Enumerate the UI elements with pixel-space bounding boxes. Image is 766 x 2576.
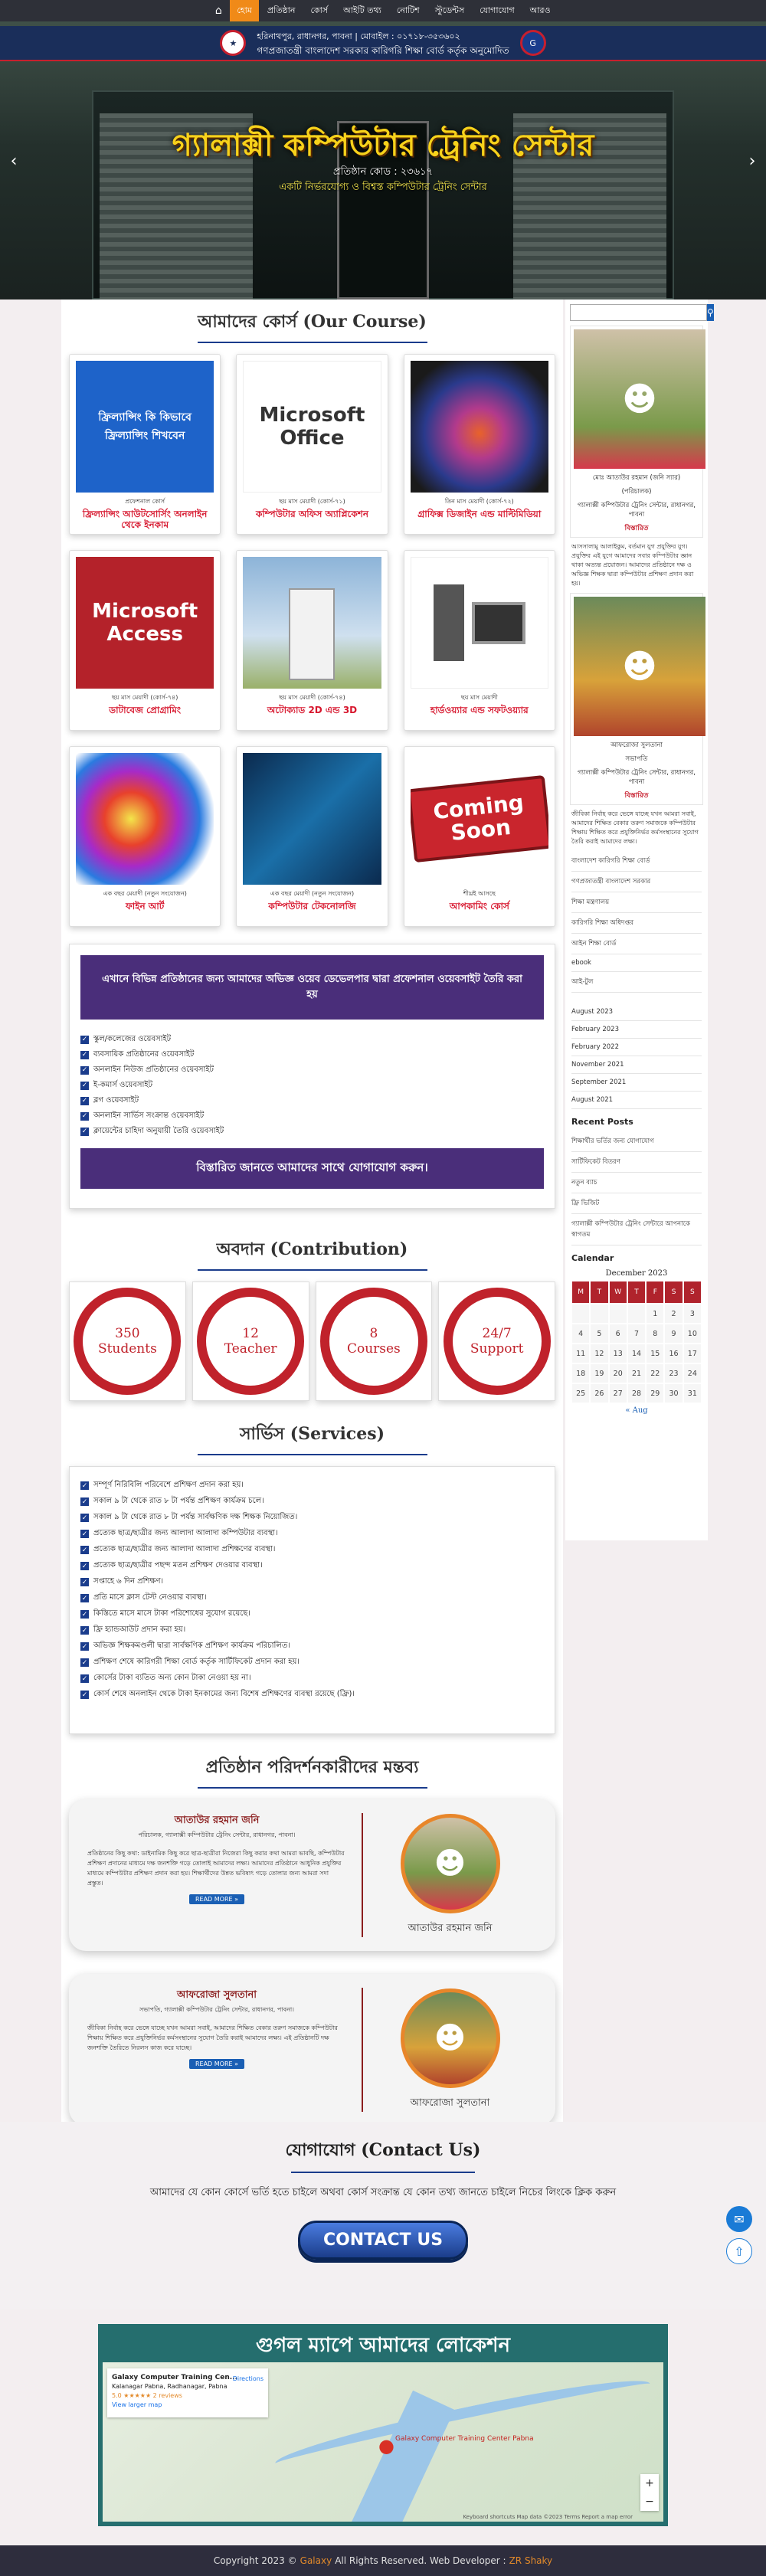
recent-posts-list bbox=[571, 1131, 702, 1245]
profile-org: গ্যালাক্সী কম্পিউটার ট্রেনিং সেন্টার, রাধানগর, পাবনা bbox=[577, 769, 696, 786]
course-card[interactable] bbox=[404, 746, 555, 927]
check-icon: ✓ bbox=[81, 1036, 88, 1043]
course-batch: ছয় মাস মেয়াদী (কোর্স-৭১) bbox=[279, 498, 345, 505]
archive-link[interactable]: November 2021 bbox=[571, 1056, 702, 1074]
course-card[interactable] bbox=[236, 746, 388, 927]
review-card bbox=[69, 1799, 555, 1951]
course-card[interactable] bbox=[69, 746, 221, 927]
review-caption: আতাউর রহমান জনি bbox=[408, 1922, 493, 1934]
nav-item-courses[interactable]: কোর্স bbox=[310, 5, 329, 15]
recent-post-link[interactable]: গ্যালাক্সী কম্পিউটার ট্রেনিং সেন্টারে আপনাকে স্বাগতম bbox=[571, 1214, 702, 1245]
sidebar bbox=[565, 299, 714, 1540]
calendar-day: 12 bbox=[590, 1344, 608, 1363]
map-title: গুগল ম্যাপে আমাদের লোকেশন bbox=[256, 2334, 510, 2357]
list-item bbox=[80, 1526, 544, 1542]
stat-value: 12 bbox=[242, 1326, 259, 1341]
course-name[interactable]: কম্পিউটার অফিস অ্যাপ্লিকেশন bbox=[255, 509, 369, 519]
map-zoom-control bbox=[640, 2474, 659, 2511]
list-item bbox=[80, 1622, 544, 1638]
stat-value: 8 bbox=[369, 1326, 378, 1341]
list-item bbox=[80, 1108, 544, 1124]
map-pin-label: Galaxy Computer Training Center Pabna bbox=[395, 2435, 534, 2443]
footer bbox=[0, 2545, 766, 2576]
hero-slider bbox=[0, 21, 766, 299]
sidebar-link[interactable]: বাংলাদেশ কারিগরি শিক্ষা বোর্ড bbox=[571, 851, 702, 872]
hero-slogan: একটি নির্ভরযোগ্য ও বিশ্বস্ত কম্পিউটার ট্রেনিং সেন্টার bbox=[279, 182, 487, 193]
calendar-grid bbox=[571, 1281, 702, 1403]
course-batch: এক বছর মেয়াদী (নতুন সংযোজন) bbox=[270, 890, 355, 897]
title-divider bbox=[198, 1269, 427, 1271]
list-item bbox=[80, 1558, 544, 1574]
course-grid bbox=[61, 354, 563, 927]
archive-link[interactable]: August 2021 bbox=[571, 1092, 702, 1109]
stat-card bbox=[192, 1281, 309, 1401]
stat-ring bbox=[444, 1288, 551, 1395]
calendar-prev-link[interactable]: « Aug bbox=[625, 1406, 648, 1415]
list-item bbox=[80, 1638, 544, 1655]
title-divider bbox=[198, 1454, 427, 1455]
nav-item-home[interactable]: হোম bbox=[230, 0, 259, 21]
search-icon[interactable]: ⚲ bbox=[707, 304, 714, 321]
calendar-day: 27 bbox=[609, 1383, 627, 1403]
director-photo: ☻ bbox=[574, 329, 705, 469]
messenger-chat-icon[interactable]: ✉ bbox=[726, 2206, 752, 2232]
calendar-day: 10 bbox=[683, 1324, 702, 1344]
director-message: আসসালামু আলাইকুম, বর্তমান যুগ প্রযুক্তির যুগ। প্রযুক্তির এই যুগে আমাদের সবার কম্পিউটার জ্ঞান থাকা অত্যন্ত প্রয়োজন। আমাদের প্রতিষ্ঠানে দক্ষ ও অভিজ্ঞ শিক্ষক দ্বারা কম্পিউটার প্রশিক্ষণ প্রদান করা হয়। bbox=[571, 543, 694, 587]
course-batch: ছয় মাস মেয়াদী (কোর্স-৭৪) bbox=[279, 694, 345, 701]
calendar-weekday: F bbox=[646, 1281, 664, 1304]
calendar-day: 29 bbox=[646, 1383, 664, 1403]
map-place-card bbox=[107, 2368, 268, 2417]
list-item bbox=[80, 1478, 544, 1494]
check-icon: ✓ bbox=[81, 1546, 88, 1554]
list-item-text: সকাল ৯ টা থেকে রাত ৮ টা পর্যন্ত প্রশিক্ষণ কার্যক্রম চলে। bbox=[93, 1497, 264, 1505]
course-image-coming-soon bbox=[411, 753, 548, 885]
list-item bbox=[80, 1047, 544, 1062]
map-view-larger-link[interactable]: View larger map bbox=[112, 2401, 162, 2408]
calendar-weekday: T bbox=[627, 1281, 646, 1304]
nav-item-notice[interactable]: নোটিশ bbox=[396, 5, 420, 15]
review-body bbox=[87, 1813, 363, 1937]
map-place-rating: 5.0 ★★★★★ 2 reviews bbox=[112, 2392, 182, 2399]
list-item-text: কিস্তিতে মাসে মাসে টাকা পরিশোধের সুযোগ রয়েছে। bbox=[93, 1609, 250, 1618]
map-river bbox=[272, 2368, 653, 2478]
important-links bbox=[571, 851, 702, 993]
review-body bbox=[87, 1988, 363, 2112]
calendar-day: 24 bbox=[683, 1363, 702, 1383]
check-icon: ✓ bbox=[81, 1051, 88, 1059]
archives-list bbox=[571, 1003, 702, 1109]
check-icon: ✓ bbox=[81, 1626, 88, 1635]
contact-us-button[interactable]: CONTACT US bbox=[298, 2221, 468, 2260]
calendar-day bbox=[571, 1304, 590, 1324]
course-name[interactable]: ফাইন আর্ট bbox=[125, 901, 165, 912]
sidebar-link[interactable]: আইন শিক্ষা বোর্ড bbox=[571, 934, 702, 954]
check-icon: ✓ bbox=[81, 1097, 88, 1105]
list-item-text: প্রত্যেক ছাত্র/ছাত্রীর জন্য আলাদা আলাদা কম্পিউটার ব্যবস্থা। bbox=[93, 1529, 278, 1537]
director-profile bbox=[570, 326, 703, 538]
list-item bbox=[80, 1093, 544, 1108]
review-photo-area bbox=[363, 1988, 537, 2112]
map-place-name: Galaxy Computer Training Cen... bbox=[112, 2374, 238, 2381]
profile-name: আফরোজা সুলতানা bbox=[611, 741, 663, 749]
check-icon: ✓ bbox=[81, 1514, 88, 1522]
course-batch: তিন মাস মেয়াদী (কোর্স-৭২) bbox=[444, 498, 514, 505]
profile-role: সভাপতি bbox=[625, 755, 648, 763]
calendar-day: 23 bbox=[664, 1363, 683, 1383]
stat-label: Support bbox=[470, 1341, 524, 1357]
course-image-office: Microsoft Office bbox=[243, 361, 381, 493]
calendar-weekday: W bbox=[609, 1281, 627, 1304]
map-place-address: Kalanagar Pabna, Radhanagar, Pabna bbox=[112, 2383, 228, 2390]
stat-card bbox=[316, 1281, 433, 1401]
calendar-day: 26 bbox=[590, 1383, 608, 1403]
list-item-text: কোর্সের টাকা ব্যতিত অন্য কোন টাকা নেওয়া হয় না। bbox=[93, 1674, 251, 1682]
recent-post-link[interactable]: নতুন ব্যাচ bbox=[571, 1173, 702, 1193]
check-icon: ✓ bbox=[81, 1481, 88, 1490]
contact-title: যোগাযোগ (Contact Us) bbox=[285, 2140, 481, 2160]
list-item-text: কোর্স শেষে অনলাইন থেকে টাকা ইনকামের জন্য বিশেষ প্রশিক্ষণের ব্যবস্থা রয়েছে (ফ্রি)। bbox=[93, 1690, 355, 1698]
calendar-day: 2 bbox=[664, 1304, 683, 1324]
contribution-title: অবদান (Contribution) bbox=[216, 1239, 408, 1259]
course-image-technology bbox=[243, 753, 381, 885]
list-item bbox=[80, 1574, 544, 1590]
stat-card bbox=[438, 1281, 555, 1401]
stat-ring bbox=[74, 1288, 181, 1395]
courses-title: আমাদের কোর্স (Our Course) bbox=[198, 312, 427, 332]
calendar-day bbox=[627, 1304, 646, 1324]
recent-post-link[interactable]: ফ্রি ভিজিট bbox=[571, 1193, 702, 1214]
course-name[interactable]: অটোক্যাড 2D এন্ড 3D bbox=[267, 705, 358, 715]
course-batch: ছয় মাস মেয়াদী (কোর্স-৭৪) bbox=[111, 694, 178, 701]
archive-link[interactable]: February 2022 bbox=[571, 1039, 702, 1056]
list-item bbox=[80, 1655, 544, 1671]
check-icon: ✓ bbox=[81, 1658, 88, 1667]
calendar-day: 8 bbox=[646, 1324, 664, 1344]
calendar-day: 15 bbox=[646, 1344, 664, 1363]
profile-role: (পরিচালক) bbox=[621, 488, 652, 496]
list-item-text: স্কুল/কলেজের ওয়েবসাইট bbox=[93, 1034, 172, 1043]
system-unit-shape bbox=[434, 584, 464, 661]
google-map[interactable] bbox=[103, 2362, 663, 2522]
home-icon[interactable]: ⌂ bbox=[214, 5, 222, 17]
calendar-title: Calendar bbox=[571, 1253, 614, 1263]
map-section bbox=[98, 2324, 668, 2526]
course-image-autocad bbox=[243, 557, 381, 689]
sidebar-link[interactable]: আই-টুল bbox=[571, 972, 702, 993]
course-name[interactable]: গ্রাফিক্স ডিজাইন এন্ড মাল্টিমিডিয়া bbox=[417, 509, 542, 519]
calendar-weekday: S bbox=[683, 1281, 702, 1304]
list-item-text: অনলাইন নিউজ প্রতিষ্ঠানের ওয়েবসাইট bbox=[93, 1065, 214, 1074]
check-icon: ✓ bbox=[81, 1578, 88, 1586]
calendar-day bbox=[590, 1304, 608, 1324]
title-divider bbox=[291, 2172, 475, 2173]
course-name[interactable]: আপকামিং কোর্স bbox=[449, 901, 509, 912]
chairman-message: জীবিকা নির্বাহ করে ভেঙ্গে যাচ্ছে যখন আমরা সবাই, আমাদের শিক্ষিত বেকার তরুণ সমাজকে কম্পিউটার শিক্ষায় শিক্ষিত করে প্রযুক্তিনির্ভর কর্মসংস্থানের সুযোগ তৈরি করাই আমাদের লক্ষ্য। bbox=[571, 810, 699, 845]
list-item bbox=[80, 1062, 544, 1078]
top-navigation bbox=[0, 0, 766, 21]
sidebar-link[interactable]: ebook bbox=[571, 954, 702, 972]
review-caption: আফরোজা সুলতানা bbox=[410, 2096, 490, 2109]
course-name[interactable]: ডাটাবেজ প্রোগ্রামিং bbox=[109, 705, 182, 715]
list-item bbox=[80, 1078, 544, 1093]
recent-post-link[interactable]: সার্টিফিকেট বিতরণ bbox=[571, 1152, 702, 1173]
building-shape bbox=[289, 588, 335, 680]
stat-label: Students bbox=[97, 1341, 157, 1357]
list-item-text: প্রশিক্ষণ শেষে কারিগরী শিক্ষা বোর্ড কর্তৃক সার্টিফিকেট প্রদান করা হয়। bbox=[93, 1658, 300, 1666]
chairman-photo: ☻ bbox=[574, 597, 705, 736]
services-list bbox=[69, 1466, 555, 1734]
contact-text: আমাদের যে কোন কোর্সে ভর্তি হতে চাইলে অথবা কোর্স সংক্রান্ত যে কোন তথ্য জানতে চাইলে নিচের লিংকে ক্লিক করুন bbox=[149, 2187, 617, 2198]
footer-developer-link[interactable]: ZR Shaky bbox=[509, 2555, 553, 2566]
signboard bbox=[0, 26, 766, 61]
check-icon: ✓ bbox=[81, 1594, 88, 1602]
calendar-day: 17 bbox=[683, 1344, 702, 1363]
profile-name: মোঃ আতাউর রহমান (জনি স্যার) bbox=[592, 474, 681, 482]
review-name: আফরোজা সুলতানা bbox=[176, 1989, 257, 2001]
calendar-day: 6 bbox=[609, 1324, 627, 1344]
list-item-text: ক্লায়েন্টের চাহিদা অনুযায়ী তৈরি ওয়েবসাইট bbox=[93, 1126, 224, 1135]
profile-more-link[interactable]: বিস্তারিত bbox=[624, 525, 649, 532]
calendar-day: 7 bbox=[627, 1324, 646, 1344]
review-role: সভাপতি, গ্যালাক্সী কম্পিউটার ট্রেনিং সেন্টার, রাধানগর, পাবনা। bbox=[139, 2006, 295, 2013]
scroll-top-icon[interactable]: ⇧ bbox=[726, 2238, 752, 2264]
course-name[interactable]: ফ্রিল্যান্সিং আউটসোর্সিং অনলাইন থেকে ইনকাম bbox=[82, 509, 208, 530]
galaxy-logo-icon: G bbox=[520, 30, 546, 56]
stat-value: 350 bbox=[115, 1326, 140, 1341]
nav-item-it-info[interactable]: আইটি তথ্য bbox=[343, 5, 381, 15]
footer-brand-link[interactable]: Galaxy bbox=[300, 2555, 332, 2566]
nav-item-students[interactable]: স্টুডেন্টস bbox=[434, 5, 465, 15]
list-item-text: ই-কমার্স ওয়েবসাইট bbox=[93, 1080, 153, 1089]
recent-post-link[interactable]: শিক্ষার্থীর ভর্তির জন্য যোগাযোগ bbox=[571, 1131, 702, 1152]
slider-next-icon[interactable]: › bbox=[748, 152, 756, 171]
course-card[interactable] bbox=[236, 550, 388, 731]
check-icon: ✓ bbox=[81, 1691, 88, 1699]
stat-ring bbox=[197, 1288, 304, 1395]
calendar-day: 5 bbox=[590, 1324, 608, 1344]
footer-rights: All Rights Reserved. Web Developer : bbox=[335, 2555, 506, 2566]
list-item-text: সপ্তাহে ৬ দিন প্রশিক্ষণ। bbox=[93, 1577, 164, 1586]
check-icon: ✓ bbox=[81, 1642, 88, 1651]
list-item-text: ফ্রি হ্যান্ডআউট প্রদান করা হয়। bbox=[93, 1625, 186, 1634]
calendar bbox=[571, 1266, 702, 1418]
calendar-day: 9 bbox=[664, 1324, 683, 1344]
list-item bbox=[80, 1590, 544, 1606]
avatar: ☻ bbox=[401, 1988, 500, 2088]
nav-item-more[interactable]: আরও bbox=[529, 5, 551, 15]
main-content bbox=[61, 299, 563, 2130]
calendar-day: 30 bbox=[664, 1383, 683, 1403]
slider-prev-icon[interactable]: ‹ bbox=[10, 152, 18, 171]
archive-link[interactable]: August 2023 bbox=[571, 1003, 702, 1021]
calendar-day: 25 bbox=[571, 1383, 590, 1403]
calendar-day: 20 bbox=[609, 1363, 627, 1383]
course-name[interactable]: হার্ডওয়্যার এন্ড সফটওয়্যার bbox=[430, 705, 529, 715]
stat-label: Teacher bbox=[224, 1341, 277, 1357]
list-item bbox=[80, 1494, 544, 1510]
list-item bbox=[80, 1032, 544, 1047]
course-card[interactable] bbox=[69, 550, 221, 731]
calendar-weekday: S bbox=[664, 1281, 683, 1304]
list-item bbox=[80, 1542, 544, 1558]
course-card[interactable] bbox=[69, 354, 221, 535]
avatar: ☻ bbox=[401, 1814, 500, 1913]
course-image-freelancing: ফ্রিল্যান্সিং কি কিভাবে ফ্রিল্যান্সিং শিখবেন bbox=[76, 361, 214, 493]
list-item bbox=[80, 1671, 544, 1687]
stat-ring bbox=[320, 1288, 427, 1395]
course-name[interactable]: কম্পিউটার টেকনোলজি bbox=[268, 901, 356, 912]
calendar-day: 22 bbox=[646, 1363, 664, 1383]
footer-copyright: Copyright 2023 © bbox=[213, 2555, 297, 2566]
coming-soon-sign: Coming Soon bbox=[411, 775, 548, 862]
board-logo-icon: ★ bbox=[220, 30, 246, 56]
sidebar-link[interactable]: শিক্ষা মন্ত্রণালয় bbox=[571, 892, 702, 913]
web-development-box bbox=[69, 944, 555, 1209]
contribution-stats bbox=[61, 1281, 563, 1401]
recent-posts-title: Recent Posts bbox=[571, 1117, 633, 1127]
sidebar-search bbox=[570, 304, 714, 321]
course-image-access: Microsoft Access bbox=[76, 557, 214, 689]
hero-title: গ্যালাক্সী কম্পিউটার ট্রেনিং সেন্টার bbox=[172, 128, 594, 163]
title-divider bbox=[198, 342, 427, 343]
calendar-weekday: T bbox=[590, 1281, 608, 1304]
calendar-day: 31 bbox=[683, 1383, 702, 1403]
zoom-in-icon[interactable]: + bbox=[645, 2477, 654, 2489]
list-item-text: অভিজ্ঞ শিক্ষকমণ্ডলী দ্বারা সার্বক্ষণিক প্রশিক্ষণ কার্যক্রম পরিচালিত। bbox=[93, 1642, 290, 1650]
sidebar-link[interactable]: কারিগরি শিক্ষা অধিদপ্তর bbox=[571, 913, 702, 934]
title-divider bbox=[198, 1787, 427, 1789]
list-item-text: অনলাইন সার্ভিস সংক্রান্ত ওয়েবসাইট bbox=[93, 1111, 205, 1120]
course-batch: প্রফেশনাল কোর্স bbox=[125, 498, 165, 505]
course-image-hardware bbox=[411, 557, 548, 689]
calendar-month: December 2023 bbox=[605, 1269, 668, 1278]
stat-label: Courses bbox=[346, 1341, 401, 1357]
sidebar-link[interactable]: গণপ্রজাতন্ত্রী বাংলাদেশ সরকার bbox=[571, 872, 702, 892]
search-input[interactable] bbox=[570, 304, 707, 321]
read-more-button[interactable]: READ MORE » bbox=[189, 2059, 244, 2069]
monitor-shape bbox=[472, 602, 525, 644]
stat-card bbox=[69, 1281, 186, 1401]
list-item bbox=[80, 1510, 544, 1526]
reviews-title: প্রতিষ্ঠান পরিদর্শনকারীদের মন্তব্য bbox=[205, 1757, 419, 1777]
zoom-out-icon[interactable]: − bbox=[645, 2496, 654, 2508]
read-more-button[interactable]: READ MORE » bbox=[189, 1894, 244, 1904]
calendar-day: 13 bbox=[609, 1344, 627, 1363]
nav-item-institution[interactable]: প্রতিষ্ঠান bbox=[267, 5, 296, 15]
calendar-day: 19 bbox=[590, 1363, 608, 1383]
list-item-text: প্রতি মাসে ক্লাস টেস্ট নেওয়ার ব্যবস্থা। bbox=[93, 1593, 207, 1602]
check-icon: ✓ bbox=[81, 1066, 88, 1074]
check-icon: ✓ bbox=[81, 1497, 88, 1506]
calendar-day: 3 bbox=[683, 1304, 702, 1324]
contact-section bbox=[0, 2122, 766, 2309]
list-item-text: ব্যবসায়িক প্রতিষ্ঠানের ওয়েবসাইট bbox=[93, 1049, 195, 1059]
calendar-day bbox=[609, 1304, 627, 1324]
archive-link[interactable]: February 2023 bbox=[571, 1021, 702, 1039]
review-name: আতাউর রহমান জনি bbox=[174, 1815, 260, 1826]
course-image-graphics bbox=[411, 361, 548, 493]
review-role: পরিচালক, গ্যালাক্সী কম্পিউটার ট্রেনিং সেন্টার, রাধানগর, পাবনা। bbox=[138, 1831, 296, 1838]
profile-org: গ্যালাক্সী কম্পিউটার ট্রেনিং সেন্টার, রাধানগর, পাবনা bbox=[577, 502, 696, 519]
course-image-fine-art bbox=[76, 753, 214, 885]
calendar-day: 21 bbox=[627, 1363, 646, 1383]
web-development-heading: এখানে বিভিন্ন প্রতিষ্ঠানের জন্য আমাদের অভিজ্ঞ ওয়েব ডেভেলপার দ্বারা প্রফেশনাল ওয়েবসাইট তৈরি করা হয় bbox=[80, 955, 544, 1020]
course-card[interactable] bbox=[404, 354, 555, 535]
institution-code: প্রতিষ্ঠান কোড : ২৩৬১৭ bbox=[333, 166, 433, 178]
services-title: সার্ভিস (Services) bbox=[239, 1424, 385, 1444]
list-item-text: ব্লগ ওয়েবসাইট bbox=[93, 1095, 139, 1105]
web-contact-button[interactable]: বিস্তারিত জানতে আমাদের সাথে যোগাযোগ করুন। bbox=[80, 1148, 544, 1189]
check-icon: ✓ bbox=[81, 1112, 88, 1120]
review-text: প্রতিষ্ঠানের কিছু কথা: ডাইনামিক কিছু করে ছাত্র-ছাত্রীরা নিজেরা কিছু করার কথা আমরা ভাবছি, কম্পিউটার প্রশিক্ষণ প্রদানের মাধ্যমে দক্ষ জনশক্তি গড়ে তোলাই আমাদের লক্ষ্য। আমাদের প্রতিষ্ঠানে আধুনিক প্রযুক্তির মাধ্যমে কম্পিউটার প্রশিক্ষণ প্রদান করা হয়। শিক্ষার্থীদের উন্নত ভবিষ্যৎ গড়ে তোলার জন্য আমরা সদা প্রস্তুত। bbox=[87, 1850, 345, 1887]
profile-more-link[interactable]: বিস্তারিত bbox=[624, 792, 649, 800]
map-pin-icon[interactable]: ● bbox=[378, 2435, 394, 2457]
calendar-day: 11 bbox=[571, 1344, 590, 1363]
check-icon: ✓ bbox=[81, 1082, 88, 1089]
calendar-weekday: M bbox=[571, 1281, 590, 1304]
check-icon: ✓ bbox=[81, 1562, 88, 1570]
check-icon: ✓ bbox=[81, 1674, 88, 1683]
review-card bbox=[69, 1974, 555, 2126]
calendar-day: 1 bbox=[646, 1304, 664, 1324]
check-icon: ✓ bbox=[81, 1128, 88, 1135]
list-item-text: প্রত্যেক ছাত্র/ছাত্রীর জন্য আলাদা আলাদা প্রশিক্ষণের ব্যবস্থা। bbox=[93, 1545, 276, 1553]
map-attribution: Keyboard shortcuts Map data ©2023 Terms Report a map error bbox=[463, 2514, 633, 2520]
web-development-list bbox=[80, 1032, 544, 1139]
calendar-day: 16 bbox=[664, 1344, 683, 1363]
map-directions-link[interactable]: Directions bbox=[232, 2375, 264, 2382]
course-card[interactable] bbox=[236, 354, 388, 535]
check-icon: ✓ bbox=[81, 1610, 88, 1619]
signboard-address: হরিনাথপুর, রাধানগর, পাবনা | মোবাইল : ০১৭১৮-৩৫৩৬০২ bbox=[257, 31, 460, 41]
list-item-text: সম্পূর্ণ নিরিবিলি পরিবেশে প্রশিক্ষণ প্রদান করা হয়। bbox=[93, 1481, 244, 1489]
calendar-day: 28 bbox=[627, 1383, 646, 1403]
stat-value: 24/7 bbox=[482, 1326, 512, 1341]
review-text: জীবিকা নির্বাহ করে ভেঙ্গে যাচ্ছে যখন আমরা সবাই, আমাদের শিক্ষিত বেকার তরুণ সমাজকে কম্পিউটার শিক্ষায় শিক্ষিত করে প্রযুক্তিনির্ভর কর্মসংস্থানের সুযোগ তৈরি করাই আমাদের লক্ষ্য। এই প্রতিষ্ঠানটি দক্ষ জনশক্তি তৈরিতে নিরলস কাজ করে যাচ্ছে। bbox=[87, 2024, 338, 2051]
list-item bbox=[80, 1606, 544, 1622]
list-item bbox=[80, 1124, 544, 1139]
calendar-day: 14 bbox=[627, 1344, 646, 1363]
course-batch: এক বছর মেয়াদী (নতুন সংযোজন) bbox=[103, 890, 187, 897]
course-batch: শীঘ্রই আসছে bbox=[463, 890, 496, 897]
signboard-approval: গণপ্রজাতন্ত্রী বাংলাদেশ সরকার কারিগরি শিক্ষা বোর্ড কর্তৃক অনুমোদিত bbox=[257, 44, 509, 56]
check-icon: ✓ bbox=[81, 1530, 88, 1538]
review-photo-area bbox=[363, 1813, 537, 1937]
nav-item-contact[interactable]: যোগাযোগ bbox=[480, 5, 515, 15]
list-item bbox=[80, 1687, 544, 1703]
calendar-day: 4 bbox=[571, 1324, 590, 1344]
archive-link[interactable]: September 2021 bbox=[571, 1074, 702, 1092]
chairman-profile bbox=[570, 593, 703, 805]
list-item-text: প্রত্যেক ছাত্র/ছাত্রীর পছন্দ মতন প্রশিক্ষণ দেওয়ার ব্যবস্থা। bbox=[93, 1561, 263, 1569]
calendar-day: 18 bbox=[571, 1363, 590, 1383]
course-batch: ছয় মাস মেয়াদী bbox=[460, 694, 498, 701]
list-item-text: সকাল ৯ টা থেকে রাত ৮ টা পর্যন্ত সার্বক্ষণিক দক্ষ শিক্ষক নিয়োজিত। bbox=[93, 1513, 298, 1521]
course-card[interactable] bbox=[404, 550, 555, 731]
